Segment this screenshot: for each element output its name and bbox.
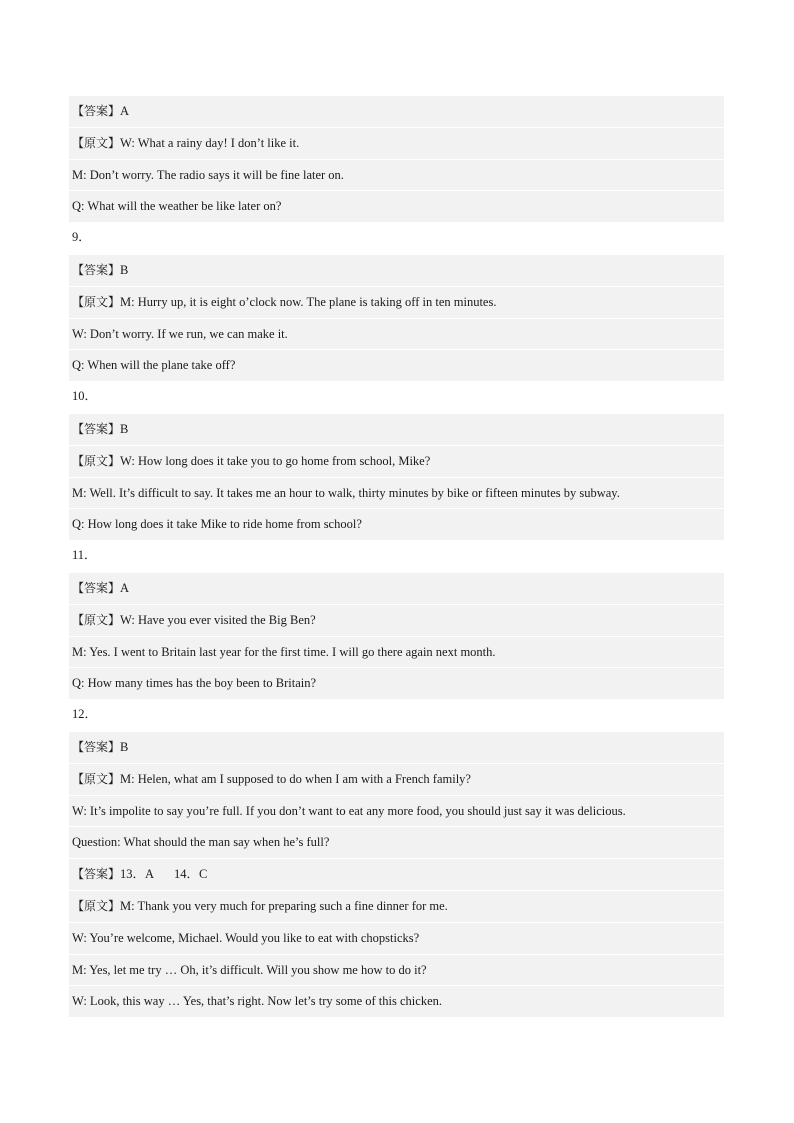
question-number: 9． (72, 230, 91, 245)
transcript-label: 【原文】 (72, 453, 121, 468)
transcript-line: Question: What should the man say when he’s full? (69, 826, 724, 858)
transcript-text: W: How long does it take you to go home from school, Mike? (120, 453, 431, 468)
answer-line (69, 254, 724, 286)
transcript-line: W: Look, this way … Yes, that’s right. Now let’s try some of this chicken. (69, 985, 724, 1017)
transcript-line: W: It’s impolite to say you’re full. If you don’t want to eat any more food, you should just say it was delicious. (69, 795, 724, 827)
transcript-label: 【原文】 (72, 612, 121, 627)
transcript-line (69, 890, 724, 922)
answer-label: 【答案】 (72, 580, 121, 595)
transcript-line (69, 445, 724, 477)
answer-value: A (120, 580, 130, 595)
transcript-text: M: Hurry up, it is eight o’clock now. The plane is taking off in ten minutes. (120, 294, 497, 309)
transcript-line: M: Well. It’s difficult to say. It takes me an hour to walk, thirty minutes by bike or fifteen minutes by subway. (69, 477, 724, 509)
answer-value: B (120, 421, 129, 436)
answer-line (69, 413, 724, 445)
transcript-line: Q: How long does it take Mike to ride home from school? (69, 508, 724, 540)
transcript-line (69, 763, 724, 795)
answer-label: 【答案】 (72, 867, 121, 882)
answer-line (69, 858, 724, 890)
transcript-label: 【原文】 (72, 771, 121, 786)
transcript-line (69, 127, 724, 159)
question-number: 12． (72, 707, 98, 722)
transcript-line: M: Yes. I went to Britain last year for the first time. I will go there again next month. (69, 636, 724, 668)
answer-value: A (120, 104, 130, 118)
transcript-label: 【原文】 (72, 294, 121, 309)
transcript-line: M: Yes, let me try … Oh, it’s difficult. Will you show me how to do it? (69, 954, 724, 986)
transcript-label: 【原文】 (72, 898, 121, 913)
answer-line (69, 731, 724, 763)
question-number: 10． (72, 389, 98, 404)
answer-value: B (120, 262, 129, 277)
transcript-line: Q: How many times has the boy been to Britain? (69, 667, 724, 699)
transcript-line: W: Don’t worry. If we run, we can make it. (69, 318, 724, 350)
answer-label: 【答案】 (72, 739, 121, 754)
transcript-line: W: You’re welcome, Michael. Would you like to eat with chopsticks? (69, 922, 724, 954)
answer-line (69, 572, 724, 604)
transcript-text: W: What a rainy day! I don’t like it. (120, 135, 300, 150)
document-body (69, 95, 724, 1017)
answer-value-2: 14．C (174, 867, 208, 882)
transcript-line: M: Don’t worry. The radio says it will be fine later on. (69, 159, 724, 191)
question-number: 11． (72, 548, 97, 563)
answer-value: 13．A (120, 867, 155, 882)
answer-label: 【答案】 (72, 262, 121, 277)
answer-line (69, 95, 724, 127)
transcript-text: W: Have you ever visited the Big Ben? (120, 612, 316, 627)
transcript-line: Q: What will the weather be like later on? (69, 190, 724, 222)
transcript-line (69, 286, 724, 318)
answer-label: 【答案】 (72, 421, 121, 436)
answer-value: B (120, 739, 129, 754)
transcript-text: M: Thank you very much for preparing such a fine dinner for me. (120, 898, 448, 913)
transcript-line: Q: When will the plane take off? (69, 349, 724, 381)
transcript-line (69, 604, 724, 636)
transcript-text: M: Helen, what am I supposed to do when I am with a French family? (120, 771, 471, 786)
answer-label: 【答案】 (72, 104, 121, 118)
transcript-label: 【原文】 (72, 135, 121, 150)
